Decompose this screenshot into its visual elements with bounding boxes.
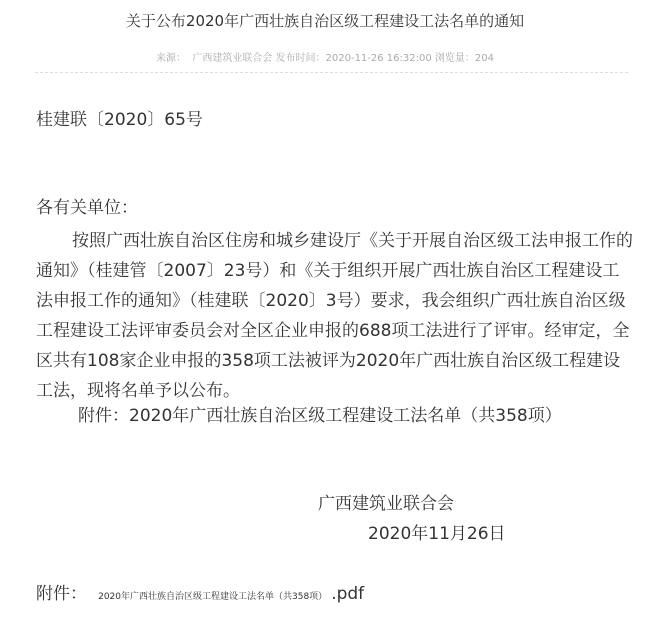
attachment-file-row (36, 582, 364, 609)
source-label: 来源： (155, 53, 186, 64)
views-value: 204 (474, 53, 495, 64)
signature-organization: 广西建筑业联合会 (318, 494, 454, 514)
attachment-note: 附件：2020年广西壮族自治区级工程建设工法名单（共358项） (78, 406, 562, 426)
published-label: 发布时间： (275, 53, 326, 64)
attachment-file-link[interactable] (92, 584, 364, 603)
attachment-file-label: 附件： (36, 584, 87, 604)
title-divider (35, 72, 628, 73)
greeting: 各有关单位： (36, 198, 138, 218)
body-paragraph: 按照广西壮族自治区住房和城乡建设厅《关于开展自治区级工法申报工作的通知》（桂建管〔2007〕23号）和《关于组织开展广西壮族自治区工程建设工法申报工作的通知》（桂建联〔2020〕3号）要求，我会组织广西壮族自治区级工程建设工法评审委员会对全区企业申报的688项工法进行了评审。经审定，全区共有108家企业申报的358项工法被评为2020年广西壮族自治区级工程建设工法，现将名单予以公布。 (36, 231, 633, 401)
signature-date: 2020年11月26日 (368, 524, 506, 544)
attachment-file-ext[interactable]: .pdf (331, 584, 365, 604)
views-label: 浏览量： (434, 53, 475, 64)
attachment-file-name[interactable]: 2020年广西壮族自治区级工程建设工法名单（共358项） (98, 592, 328, 602)
document-number: 桂建联〔2020〕65号 (36, 110, 203, 130)
source-value: 广西建筑业联合会 (192, 53, 273, 64)
article-title: 关于公布2020年广西壮族自治区级工程建设工法名单的通知 (125, 12, 525, 30)
published-value: 2020-11-26 16:32:00 (325, 53, 432, 64)
article-meta (0, 52, 650, 66)
